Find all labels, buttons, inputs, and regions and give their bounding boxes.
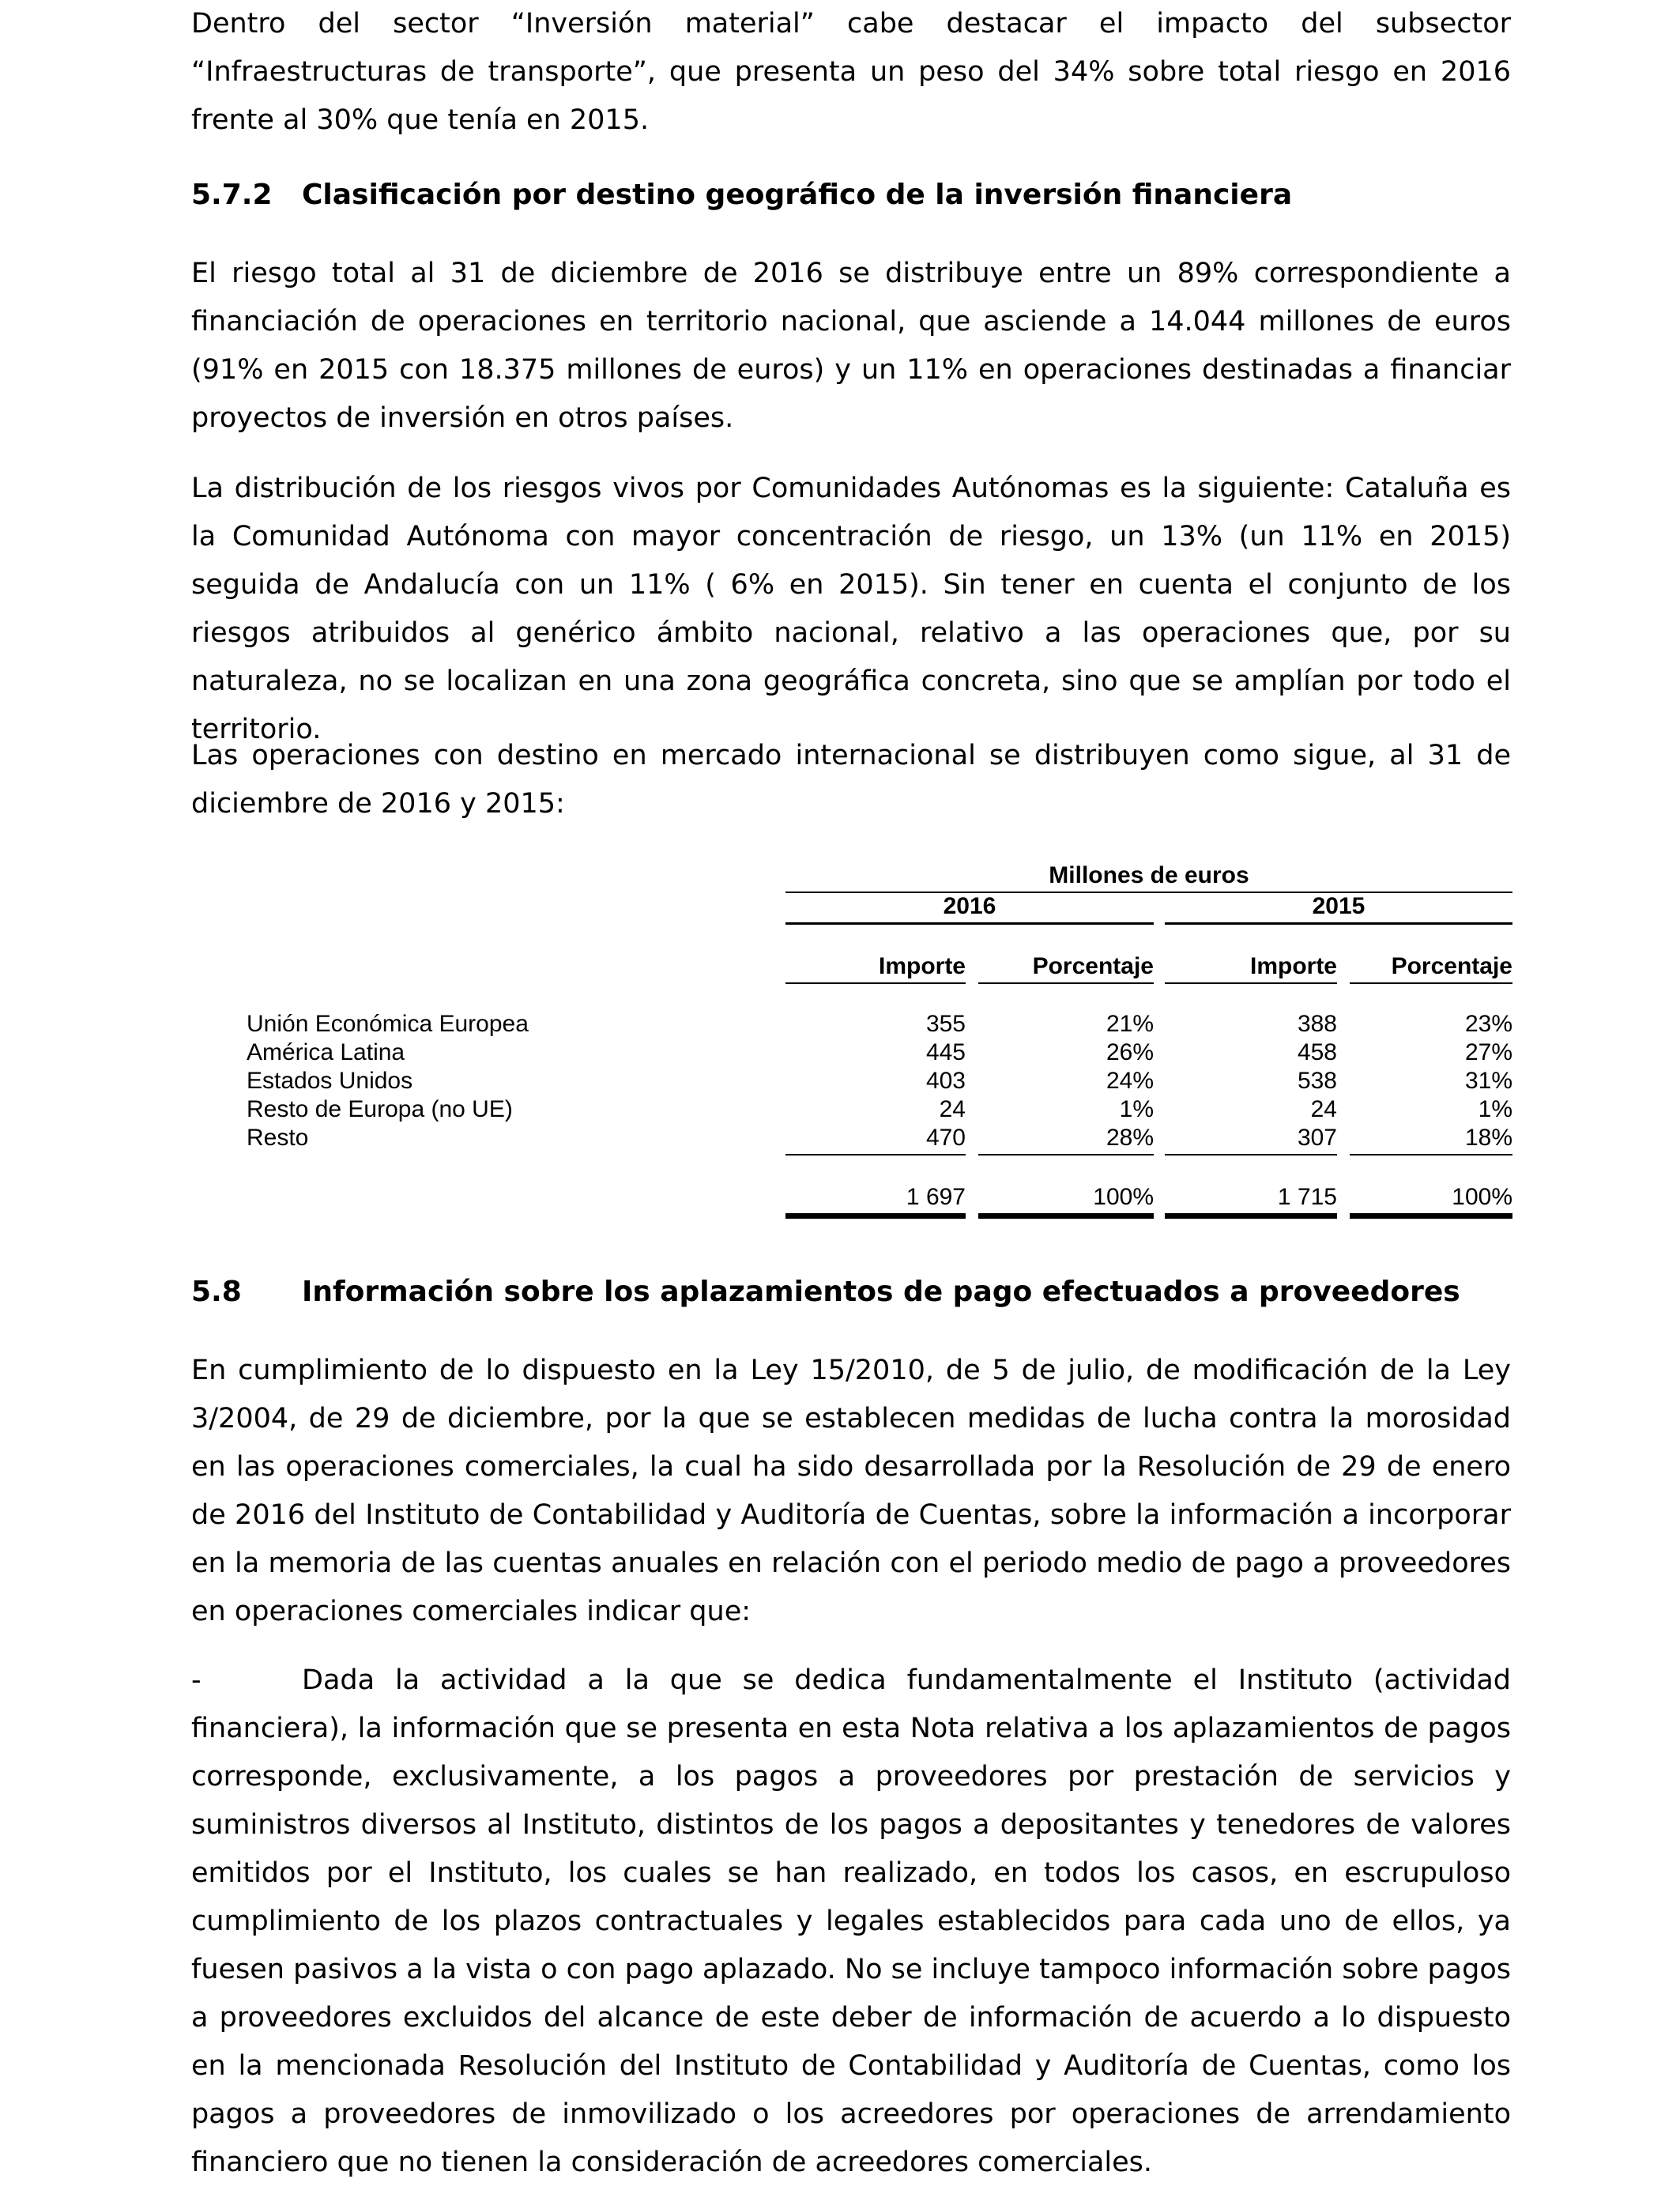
total-porcentaje-2016: 100% bbox=[1093, 1184, 1154, 1210]
section-heading-5-7-2 bbox=[191, 175, 1511, 215]
subtotal-rule-importe-2016 bbox=[785, 1154, 966, 1155]
section-title: Clasificación por destino geográfico de la inversión financiera bbox=[302, 179, 1293, 211]
cell-porcentaje-2015: 27% bbox=[1464, 1039, 1512, 1065]
total-rule-importe-2016 bbox=[785, 1213, 966, 1219]
cell-porcentaje-2016: 21% bbox=[1106, 1011, 1154, 1037]
cell-porcentaje-2016: 1% bbox=[1119, 1096, 1154, 1122]
cell-importe-2015: 307 bbox=[1297, 1125, 1337, 1151]
cell-importe-2015: 458 bbox=[1297, 1039, 1337, 1065]
total-rule-porcentaje-2016 bbox=[978, 1213, 1154, 1219]
cell-importe-2015: 538 bbox=[1297, 1068, 1337, 1094]
col-rule-porcentaje-2016 bbox=[978, 982, 1154, 984]
cell-importe-2015: 388 bbox=[1297, 1011, 1337, 1037]
section-title: Información sobre los aplazamientos de pago efectuados a proveedores bbox=[302, 1276, 1460, 1308]
table-unit-label: Millones de euros bbox=[1049, 862, 1249, 888]
total-rule-porcentaje-2015 bbox=[1350, 1213, 1512, 1219]
row-label: Estados Unidos bbox=[247, 1068, 413, 1094]
year-rule-2015 bbox=[1165, 922, 1512, 925]
bullet-dash: - bbox=[191, 1664, 202, 1696]
bullet-paragraph-payments bbox=[191, 1657, 1511, 2187]
total-rule-importe-2015 bbox=[1165, 1213, 1337, 1219]
total-porcentaje-2015: 100% bbox=[1452, 1184, 1512, 1210]
cell-porcentaje-2016: 24% bbox=[1106, 1068, 1154, 1094]
row-label: Resto de Europa (no UE) bbox=[247, 1096, 513, 1122]
col-header-importe-2016: Importe bbox=[878, 953, 966, 979]
col-header-porcentaje-2015: Porcentaje bbox=[1391, 953, 1512, 979]
cell-porcentaje-2015: 31% bbox=[1464, 1068, 1512, 1094]
subtotal-rule-porcentaje-2016 bbox=[978, 1154, 1154, 1155]
cell-importe-2016: 403 bbox=[925, 1068, 966, 1094]
international-distribution-table bbox=[191, 858, 1511, 1229]
cell-importe-2015: 24 bbox=[1310, 1096, 1337, 1122]
bullet-text: Dada la actividad a la que se dedica fundamentalmente el Instituto (actividad financiera), la información que se presenta en esta Nota relativa a los aplazamientos de pagos corresponde, exclusivamente, a los pagos a proveedores por prestación de servicios y suministros diversos al Instituto, distintos de los pagos a depositantes y tenedores de valores emitidos por el Instituto, los cuales se han realizado, en todos los casos, en escrupuloso cumplimiento de los plazos contractuales y legales establecidos para cada uno de ellos, ya fuesen pasivos a la vista o con pago aplazado. No se incluye tampoco información sobre pagos a proveedores excluidos del alcance de este deber de información de acuerdo a lo dispuesto en la mencionada Resolución del Instituto de Contabilidad y Auditoría de Cuentas, como los pagos a proveedores de inmovilizado o los acreedores por operaciones de arrendamiento financiero que no tienen la consideración de acreedores comerciales. bbox=[191, 1664, 1511, 2178]
cell-importe-2016: 355 bbox=[925, 1011, 966, 1037]
year-header-2015: 2015 bbox=[1312, 893, 1365, 919]
subtotal-rule-importe-2015 bbox=[1165, 1154, 1337, 1155]
subtotal-rule-porcentaje-2015 bbox=[1350, 1154, 1512, 1155]
cell-importe-2016: 24 bbox=[939, 1096, 966, 1122]
paragraph-regional-distribution: La distribución de los riesgos vivos por Comunidades Autónomas es la siguiente: Cataluña es la Comunidad Autónoma con mayor concentración de riesgo, un 13% (un 11% en 2015) seguida de Andalucía con un 11% ( 6% en 2015). Sin tener en cuenta el conjunto de los riesgos atribuidos al genérico ámbito nacional, relativo a las operaciones que, por su naturaleza, no se localizan en una zona geográfica concreta, sino que se amplían por todo el territorio. bbox=[191, 473, 1511, 745]
row-label: América Latina bbox=[247, 1039, 405, 1065]
section-number: 5.8 bbox=[191, 1276, 242, 1308]
total-importe-2016: 1 697 bbox=[906, 1184, 966, 1210]
paragraph-legal-compliance: En cumplimiento de lo dispuesto en la Ley 15/2010, de 5 de julio, de modificación de la Ley 3/2004, de 29 de diciembre, por la que se establecen medidas de lucha contra la morosidad en las operaciones comerciales, la cual ha sido desarrollada por la Resolución de 29 de enero de 2016 del Instituto de Contabilidad y Auditoría de Cuentas, sobre la información a incorporar en la memoria de las cuentas anuales en relación con el periodo medio de pago a proveedores en operaciones comerciales indicar que: bbox=[191, 1355, 1511, 1627]
section-heading-5-8 bbox=[191, 1272, 1511, 1312]
cell-porcentaje-2015: 18% bbox=[1464, 1125, 1512, 1151]
col-rule-importe-2015 bbox=[1165, 982, 1337, 984]
col-rule-porcentaje-2015 bbox=[1350, 982, 1512, 984]
cell-importe-2016: 445 bbox=[925, 1039, 966, 1065]
total-importe-2015: 1 715 bbox=[1277, 1184, 1337, 1210]
paragraph-international-intro: Las operaciones con destino en mercado internacional se distribuyen como sigue, al 31 de diciembre de 2016 y 2015: bbox=[191, 740, 1511, 820]
cell-porcentaje-2016: 28% bbox=[1106, 1125, 1154, 1151]
cell-porcentaje-2016: 26% bbox=[1106, 1039, 1154, 1065]
year-rule-2016 bbox=[785, 922, 1154, 925]
section-number: 5.7.2 bbox=[191, 179, 273, 211]
col-rule-importe-2016 bbox=[785, 982, 966, 984]
cell-importe-2016: 470 bbox=[925, 1125, 966, 1151]
col-header-importe-2015: Importe bbox=[1249, 953, 1337, 979]
cell-porcentaje-2015: 23% bbox=[1464, 1011, 1512, 1037]
row-label: Resto bbox=[247, 1125, 309, 1151]
cell-porcentaje-2015: 1% bbox=[1478, 1096, 1512, 1122]
paragraph-transport-subsector: Dentro del sector “Inversión material” cabe destacar el impacto del subsector “Infraestructuras de transporte”, que presenta un peso del 34% sobre total riesgo en 2016 frente al 30% que tenía en 2015. bbox=[191, 8, 1511, 136]
row-label: Unión Económica Europea bbox=[247, 1011, 529, 1037]
paragraph-total-risk: El riesgo total al 31 de diciembre de 2016 se distribuye entre un 89% correspondiente a financiación de operaciones en territorio nacional, que asciende a 14.044 millones de euros (91% en 2015 con 18.375 millones de euros) y un 11% en operaciones destinadas a financiar proyectos de inversión en otros países. bbox=[191, 258, 1511, 434]
year-header-2016: 2016 bbox=[943, 893, 996, 919]
col-header-porcentaje-2016: Porcentaje bbox=[1032, 953, 1154, 979]
